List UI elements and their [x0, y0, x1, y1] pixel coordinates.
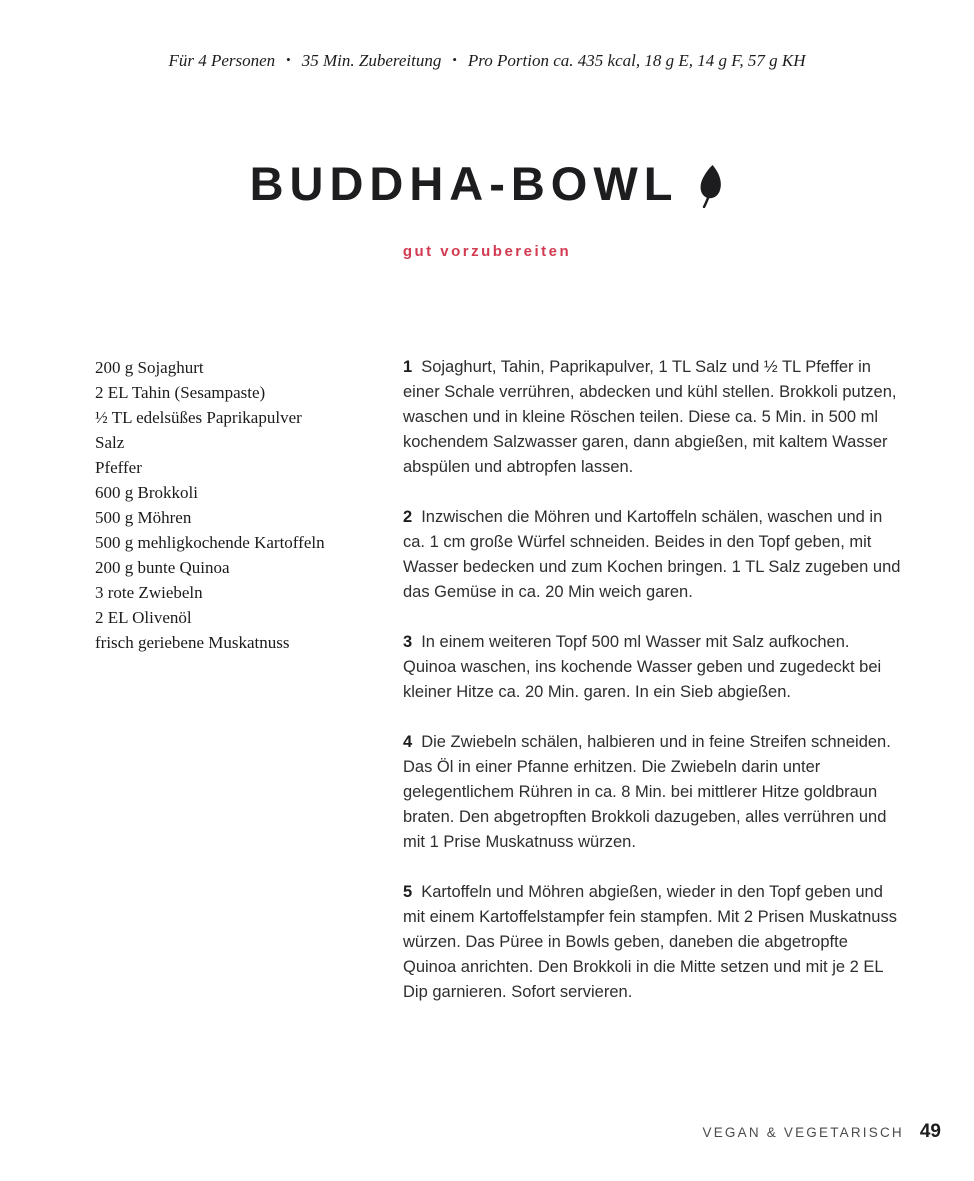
step-text: Kartoffeln und Möhren abgießen, wieder in den Topf geben und mit einem Kartoffelstampfer fein stampfen. Mit 2 Prisen Muskatnuss würzen. Das Püree in Bowls geben, daneben die abgetropfte Quinoa anrichten. Den Brokkoli in die Mitte setzen und mit je 2 EL Dip garnieren. Sofort servieren.: [403, 883, 897, 1001]
footer-page-number: 49: [919, 1121, 941, 1142]
ingredient-item: Pfeffer: [95, 458, 142, 477]
ingredients-list: [95, 355, 363, 1030]
ingredient-item: Salz: [95, 433, 125, 452]
ingredient-item: ½ TL edelsüßes Paprikapulver: [95, 408, 302, 427]
meta-separator-dot: •: [286, 52, 291, 67]
step-paragraph: [403, 730, 904, 855]
recipe-content: [0, 355, 974, 1030]
step-number: 4: [403, 733, 413, 751]
step-number: 2: [403, 508, 413, 526]
meta-servings: Für 4 Personen: [168, 51, 276, 70]
step-text: Die Zwiebeln schälen, halbieren und in feine Streifen schneiden. Das Öl in einer Pfanne erhitzen. Die Zwiebeln darin unter gelegentlichem Rühren in ca. 8 Min. bei mittlerer Hitze goldbraun braten. Den abgetropften Brokkoli dazugeben, alles verrühren und mit 1 Prise Muskatnuss würzen.: [403, 733, 891, 851]
recipe-title: BUDDHA-BOWL: [249, 157, 679, 210]
meta-prep-time: 35 Min. Zubereitung: [301, 51, 442, 70]
step-paragraph: [403, 880, 904, 1005]
step-number: 1: [403, 358, 413, 376]
step-number: 5: [403, 883, 413, 901]
recipe-tagline: gut vorzubereiten: [402, 243, 572, 260]
step-paragraph: [403, 630, 904, 705]
step-number: 3: [403, 633, 413, 651]
ingredient-item: 3 rote Zwiebeln: [95, 583, 203, 602]
ingredient-item: 500 g Möhren: [95, 508, 192, 527]
page-footer: [703, 1121, 941, 1143]
meta-nutrition: Pro Portion ca. 435 kcal, 18 g E, 14 g F, 57 g KH: [467, 51, 806, 70]
ingredient-item: 500 g mehligkochende Kartoffeln: [95, 533, 325, 552]
step-text: Inzwischen die Möhren und Kartoffeln schälen, waschen und in ca. 1 cm große Würfel schneiden. Beides in den Topf geben, mit Wasser bedecken und zum Kochen bringen. 1 TL Salz zugeben und das Gemüse in ca. 20 Min weich garen.: [403, 508, 901, 601]
meta-separator-dot: •: [452, 52, 457, 67]
step-text: Sojaghurt, Tahin, Paprikapulver, 1 TL Salz und ½ TL Pfeffer in einer Schale verrühren, abdecken und kühl stellen. Brokkoli putzen, waschen und in kleine Röschen teilen. Diese ca. 5 Min. in 500 ml kochendem Salzwasser garen, dann abgießen, mit kaltem Wasser abspülen und abtropfen lassen.: [403, 358, 897, 476]
steps-list: [403, 355, 904, 1030]
title-row: [0, 157, 974, 211]
recipe-meta-line: [0, 0, 974, 71]
ingredient-item: 200 g bunte Quinoa: [95, 558, 230, 577]
step-paragraph: [403, 355, 904, 480]
step-text: In einem weiteren Topf 500 ml Wasser mit Salz aufkochen. Quinoa waschen, ins kochende Wasser geben und zugedeckt bei kleiner Hitze ca. 20 Min. garen. In ein Sieb abgießen.: [403, 633, 882, 701]
footer-category: VEGAN & VEGETARISCH: [702, 1125, 904, 1140]
step-paragraph: [403, 505, 904, 605]
leaf-icon: [696, 164, 724, 208]
ingredient-item: 600 g Brokkoli: [95, 483, 198, 502]
ingredient-item: 2 EL Tahin (Sesampaste): [95, 383, 266, 402]
ingredient-item: 200 g Sojaghurt: [95, 358, 204, 377]
ingredient-item: frisch geriebene Muskatnuss: [95, 633, 290, 652]
ingredient-item: 2 EL Olivenöl: [95, 608, 192, 627]
